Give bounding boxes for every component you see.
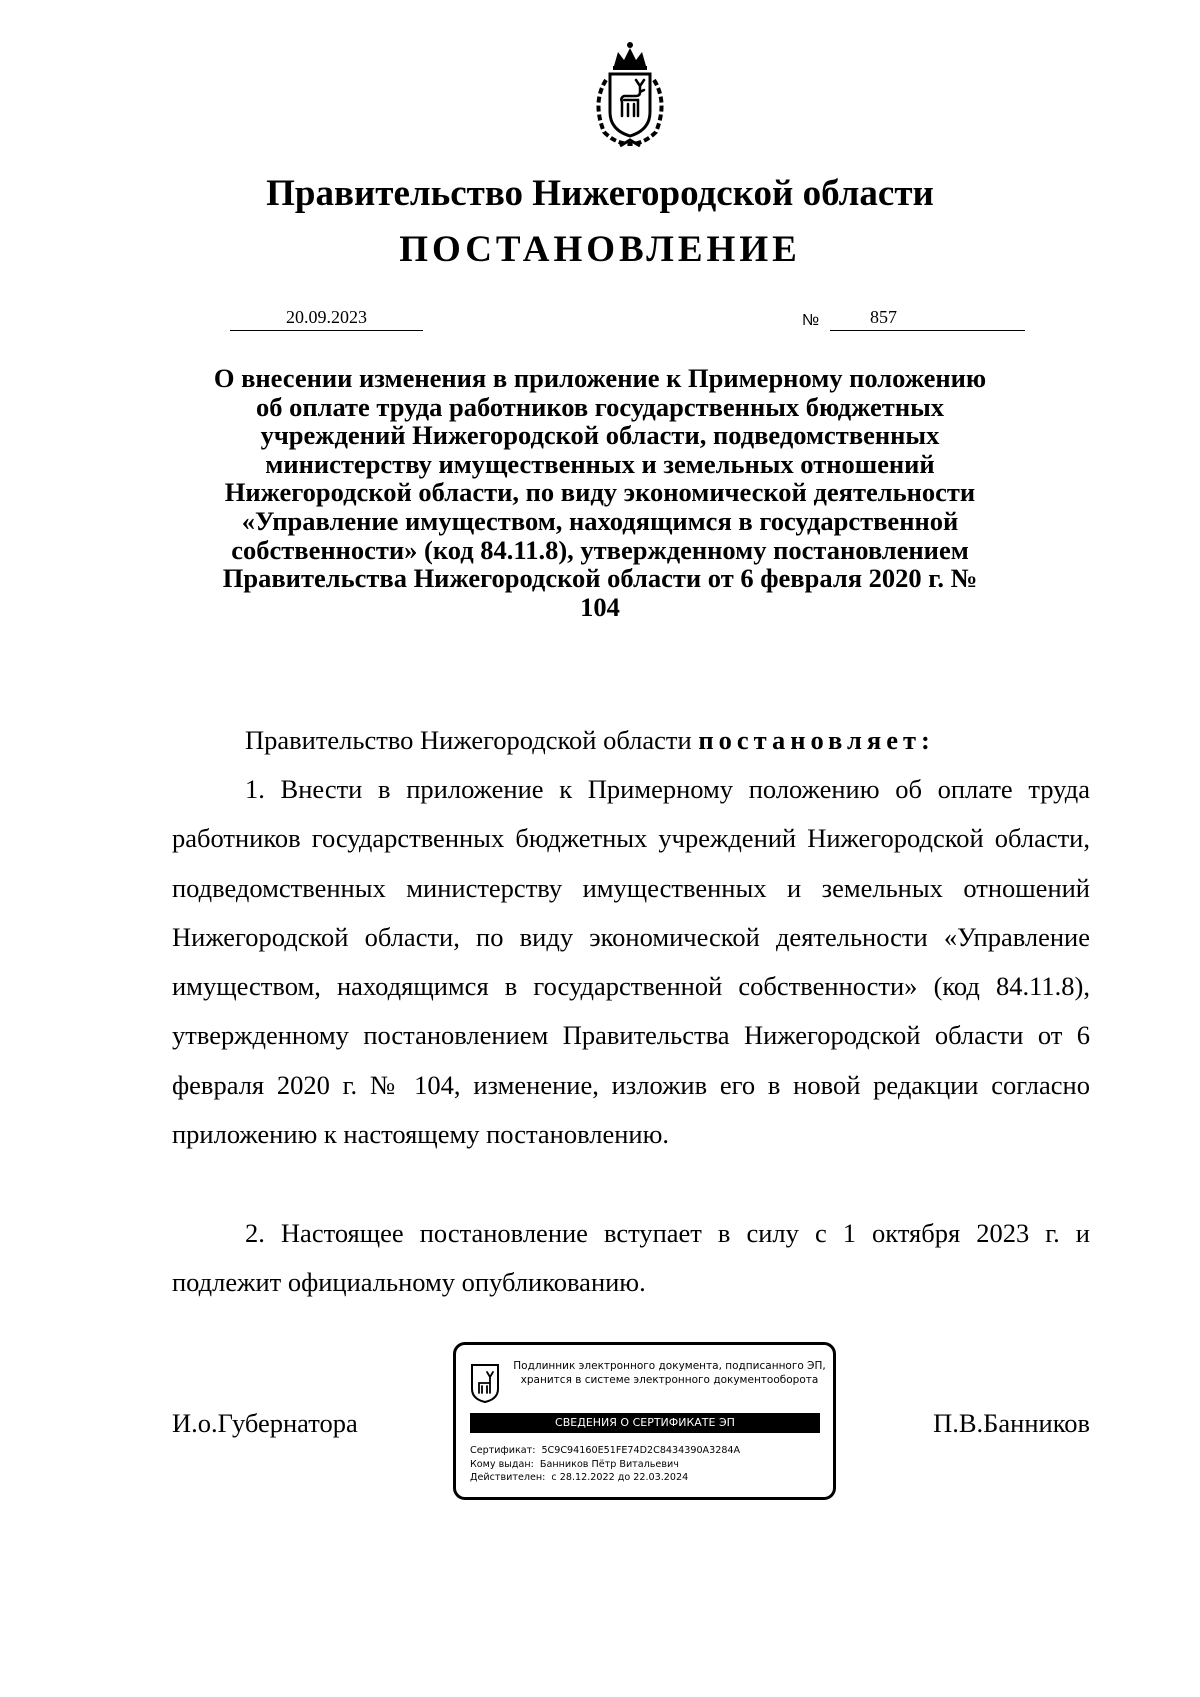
- document-subject: О внесении изменения в приложение к Примерному положению об оплате труда работников государственных бюджетных учреждений Нижегородской области, подведомственных министерству имущественных и земельных отношений Нижегородской области, по виду экономической деятельности «Управление имуществом, находящимся в государственной собственности» (код 84.11.8), утвержденному постановлением Правительства Нижегородской области от 6 февраля 2020 г. № 104: [213, 363, 987, 622]
- validity-row: [470, 1471, 746, 1485]
- intro-text: Правительство Нижегородской области: [245, 725, 699, 755]
- intro-sentence: [245, 720, 935, 760]
- paragraph-1: 1. Внести в приложение к Примерному положению об оплате труда работников государственных бюджетных учреждений Нижегородской области, подведомственных министерству имущественных и земельных отношений Нижегородской области, по виду экономической деятельности «Управление имуществом, находящимся в государственной собственности» (код 84.11.8), утвержденному постановлением Правительства Нижегородской области от 6 февраля 2020 г. № 104, изменение, изложив его в новой редакции согласно приложению к настоящему постановлению.: [172, 774, 1090, 1150]
- e-signature-note-line-1: Подлинник электронного документа, подписанного ЭП,: [513, 1360, 826, 1372]
- certificate-header: СВЕДЕНИЯ О СЕРТИФИКАТЕ ЭП: [470, 1413, 820, 1433]
- signatory-name: П.В.Банников: [933, 1408, 1090, 1438]
- e-signature-note-line-2: хранится в системе электронного документооборота: [520, 1374, 819, 1386]
- intro-verb: постановляет:: [698, 725, 935, 755]
- e-signature-note: [512, 1359, 827, 1387]
- valid-label: Действителен:: [470, 1472, 546, 1483]
- document-date: 20.09.2023: [230, 304, 423, 331]
- nizhny-novgorod-coat-of-arms-icon: [580, 40, 680, 152]
- deer-emblem-icon: [470, 1363, 500, 1403]
- issued-to-row: [470, 1458, 746, 1472]
- document-number-field: [830, 304, 1025, 331]
- certificate-row: [470, 1444, 746, 1458]
- issued-to-value: Банников Пётр Витальевич: [539, 1458, 679, 1470]
- number-label: №: [802, 312, 820, 329]
- valid-value: с 28.12.2022 до 22.03.2024: [551, 1472, 689, 1483]
- e-signature-stamp: [453, 1342, 836, 1500]
- issued-to-label: Кому выдан:: [470, 1458, 534, 1470]
- certificate-label: Сертификат:: [470, 1445, 536, 1456]
- signatory-role: И.о.Губернатора: [172, 1408, 358, 1438]
- paragraph-2: 2. Настоящее постановление вступает в силу с 1 октября 2023 г. и подлежит официальному опубликованию.: [172, 1218, 1090, 1298]
- certificate-info: [470, 1444, 746, 1485]
- document-number: 857: [870, 307, 897, 327]
- document-type: ПОСТАНОВЛЕНИЕ: [399, 229, 801, 270]
- certificate-value: 5C9C94160E51FE74D2C8434390A3284A: [541, 1445, 741, 1456]
- government-name: Правительство Нижегородской области: [266, 173, 934, 214]
